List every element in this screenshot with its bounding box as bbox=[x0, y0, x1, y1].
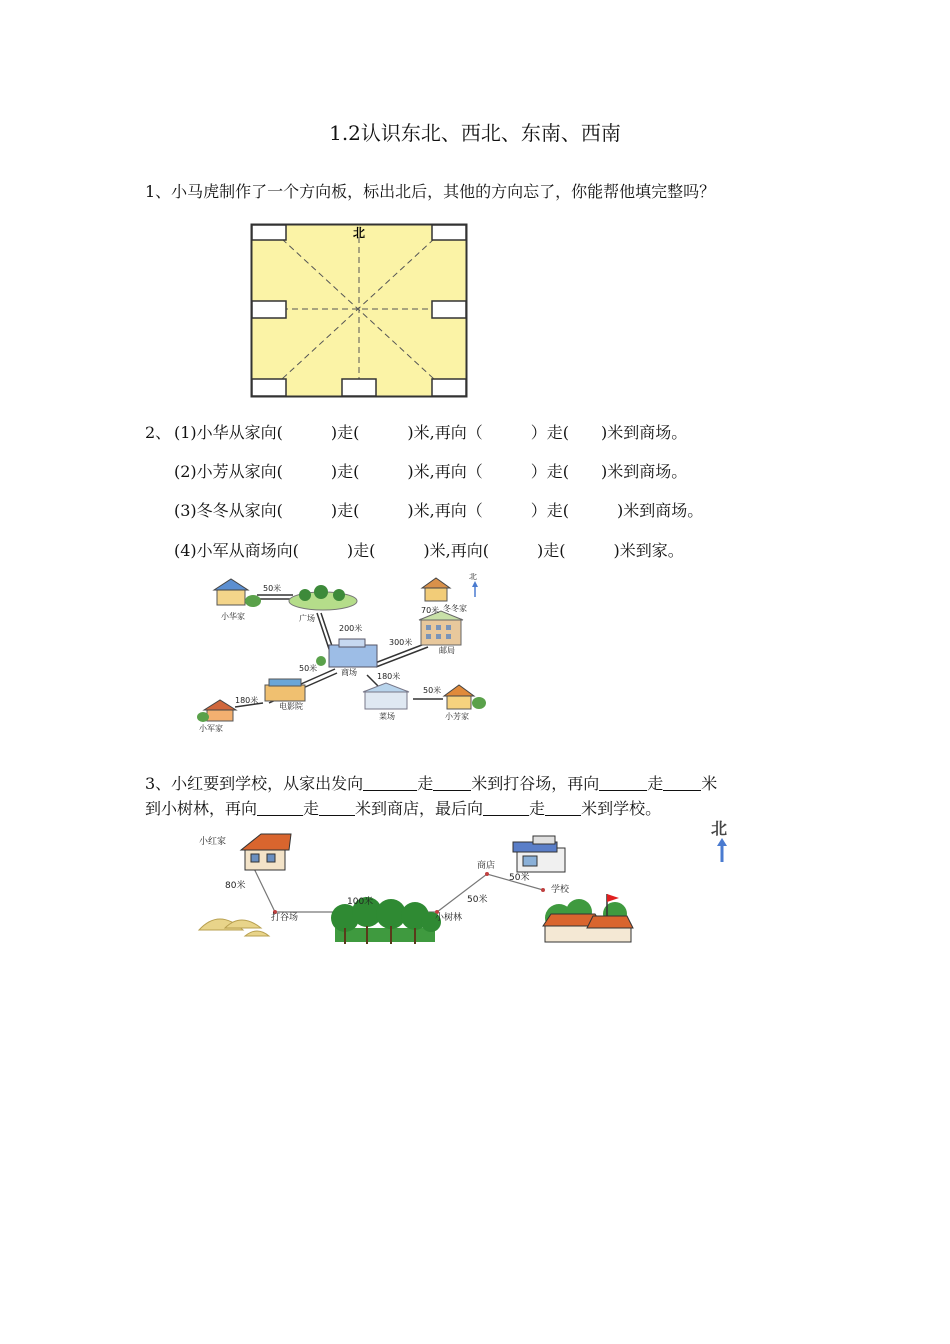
distance-home-dagu: 80米 bbox=[225, 881, 246, 891]
q3-line1-part-a: 3、小红要到学校，从家出发向 bbox=[145, 774, 364, 793]
q3-line2-part-b: 走 bbox=[303, 799, 320, 818]
q3-line1-part-e: 米 bbox=[701, 774, 718, 793]
xiaohong-house-icon bbox=[241, 834, 291, 870]
page-title: 1.2认识东北、西北、东南、西南 bbox=[329, 121, 621, 145]
q3-line2-part-e: 米到学校。 bbox=[581, 799, 662, 818]
youju-building-icon bbox=[419, 611, 463, 645]
label-caichang: 菜场 bbox=[379, 712, 395, 721]
blank-box-southeast[interactable] bbox=[432, 379, 466, 396]
q2-north-label: 北 bbox=[469, 573, 477, 581]
distance-woods-shop: 50米 bbox=[467, 895, 488, 905]
shangchang-mall-icon bbox=[316, 639, 377, 667]
label-youju: 邮局 bbox=[439, 646, 455, 655]
distance-shop-school: 50米 bbox=[509, 873, 530, 883]
xiaofang-house-icon bbox=[444, 685, 486, 709]
question-2-prefix: 2、 bbox=[145, 423, 172, 442]
dagu-grain-heap-icon bbox=[199, 919, 269, 936]
q3-map bbox=[195, 812, 755, 962]
distance-dagu-woods: 100米 bbox=[347, 897, 374, 907]
label-dongdong: 冬冬家 bbox=[443, 604, 467, 613]
q3-blank-direction-2[interactable] bbox=[599, 774, 647, 791]
school-building-icon bbox=[543, 894, 633, 942]
question-2-line-1: (1)小华从家向( )走( )米,再向（ ）走( )米到商场。 bbox=[174, 423, 688, 442]
label-shop: 商店 bbox=[477, 861, 496, 871]
guangchang-park-icon bbox=[289, 585, 357, 610]
q3-north-label: 北 bbox=[711, 819, 728, 838]
distance-dianyingyuan-xiaojun: 180米 bbox=[235, 696, 259, 705]
question-1-text: 1、小马虎制作了一个方向板，标出北后，其他的方向忘了，你能帮他填完整吗？ bbox=[145, 182, 716, 201]
q3-blank-distance-1[interactable] bbox=[433, 774, 471, 791]
label-xiaohua: 小华家 bbox=[221, 612, 245, 621]
blank-box-east[interactable] bbox=[432, 301, 466, 318]
q3-line1-part-d: 走 bbox=[647, 774, 664, 793]
question-2-line-4: (4)小军从商场向( )走( )米,再向( )走( )米到家。 bbox=[174, 541, 684, 560]
q3-line1-part-c: 米到打谷场，再向 bbox=[471, 774, 600, 793]
label-dagu: 打谷场 bbox=[271, 913, 299, 923]
question-3-line-1 bbox=[145, 771, 717, 794]
distance-shangchang-caichang: 180米 bbox=[377, 672, 401, 681]
question-2-line-2: (2)小芳从家向( )走( )米,再向（ ）走( )米到商场。 bbox=[174, 462, 688, 481]
distance-caichang-xiaofang: 50米 bbox=[423, 686, 442, 695]
board-north-label: 北 bbox=[352, 226, 366, 240]
distance-youju-shangchang: 300米 bbox=[389, 638, 413, 647]
xiaojun-house-icon bbox=[197, 700, 236, 722]
q3-blank-direction-1[interactable] bbox=[363, 774, 417, 791]
blank-box-northwest[interactable] bbox=[252, 225, 286, 240]
label-school: 学校 bbox=[551, 885, 570, 895]
label-xiaohong-home: 小红家 bbox=[199, 837, 227, 847]
label-xiaojun: 小军家 bbox=[199, 724, 223, 733]
q3-line2-part-c: 米到商店，最后向 bbox=[355, 799, 484, 818]
distance-guangchang-shangchang: 200米 bbox=[339, 624, 363, 633]
question-2-line-3: (3)冬冬从家向( )走( )米,再向（ ）走( )米到商场。 bbox=[174, 501, 704, 520]
distance-dongdong-youju: 70米 bbox=[421, 606, 440, 615]
blank-box-south[interactable] bbox=[342, 379, 376, 396]
xiaohua-house-icon bbox=[214, 579, 261, 607]
q3-blank-distance-2[interactable] bbox=[663, 774, 701, 791]
q3-line2-part-a: 到小树林，再向 bbox=[145, 799, 258, 818]
label-shangchang: 商场 bbox=[341, 668, 357, 677]
q3-line2-part-d: 走 bbox=[529, 799, 546, 818]
distance-xiaohua-guangchang: 50米 bbox=[263, 584, 282, 593]
direction-board bbox=[250, 223, 468, 399]
q2-map bbox=[195, 573, 495, 738]
label-guangchang: 广场 bbox=[299, 614, 315, 623]
label-woods: 小树林 bbox=[435, 913, 463, 923]
shop-building-icon bbox=[513, 836, 565, 872]
blank-box-southwest[interactable] bbox=[252, 379, 286, 396]
label-xiaofang: 小芳家 bbox=[445, 712, 469, 721]
label-dianyingyuan: 电影院 bbox=[279, 702, 303, 711]
distance-shangchang-dianyingyuan: 50米 bbox=[299, 664, 318, 673]
blank-box-northeast[interactable] bbox=[432, 225, 466, 240]
caichang-market-icon bbox=[363, 683, 409, 709]
blank-box-west[interactable] bbox=[252, 301, 286, 318]
q3-line1-part-b: 走 bbox=[417, 774, 434, 793]
dongdong-house-icon bbox=[422, 578, 450, 601]
dianyingyuan-cinema-icon bbox=[265, 679, 305, 701]
